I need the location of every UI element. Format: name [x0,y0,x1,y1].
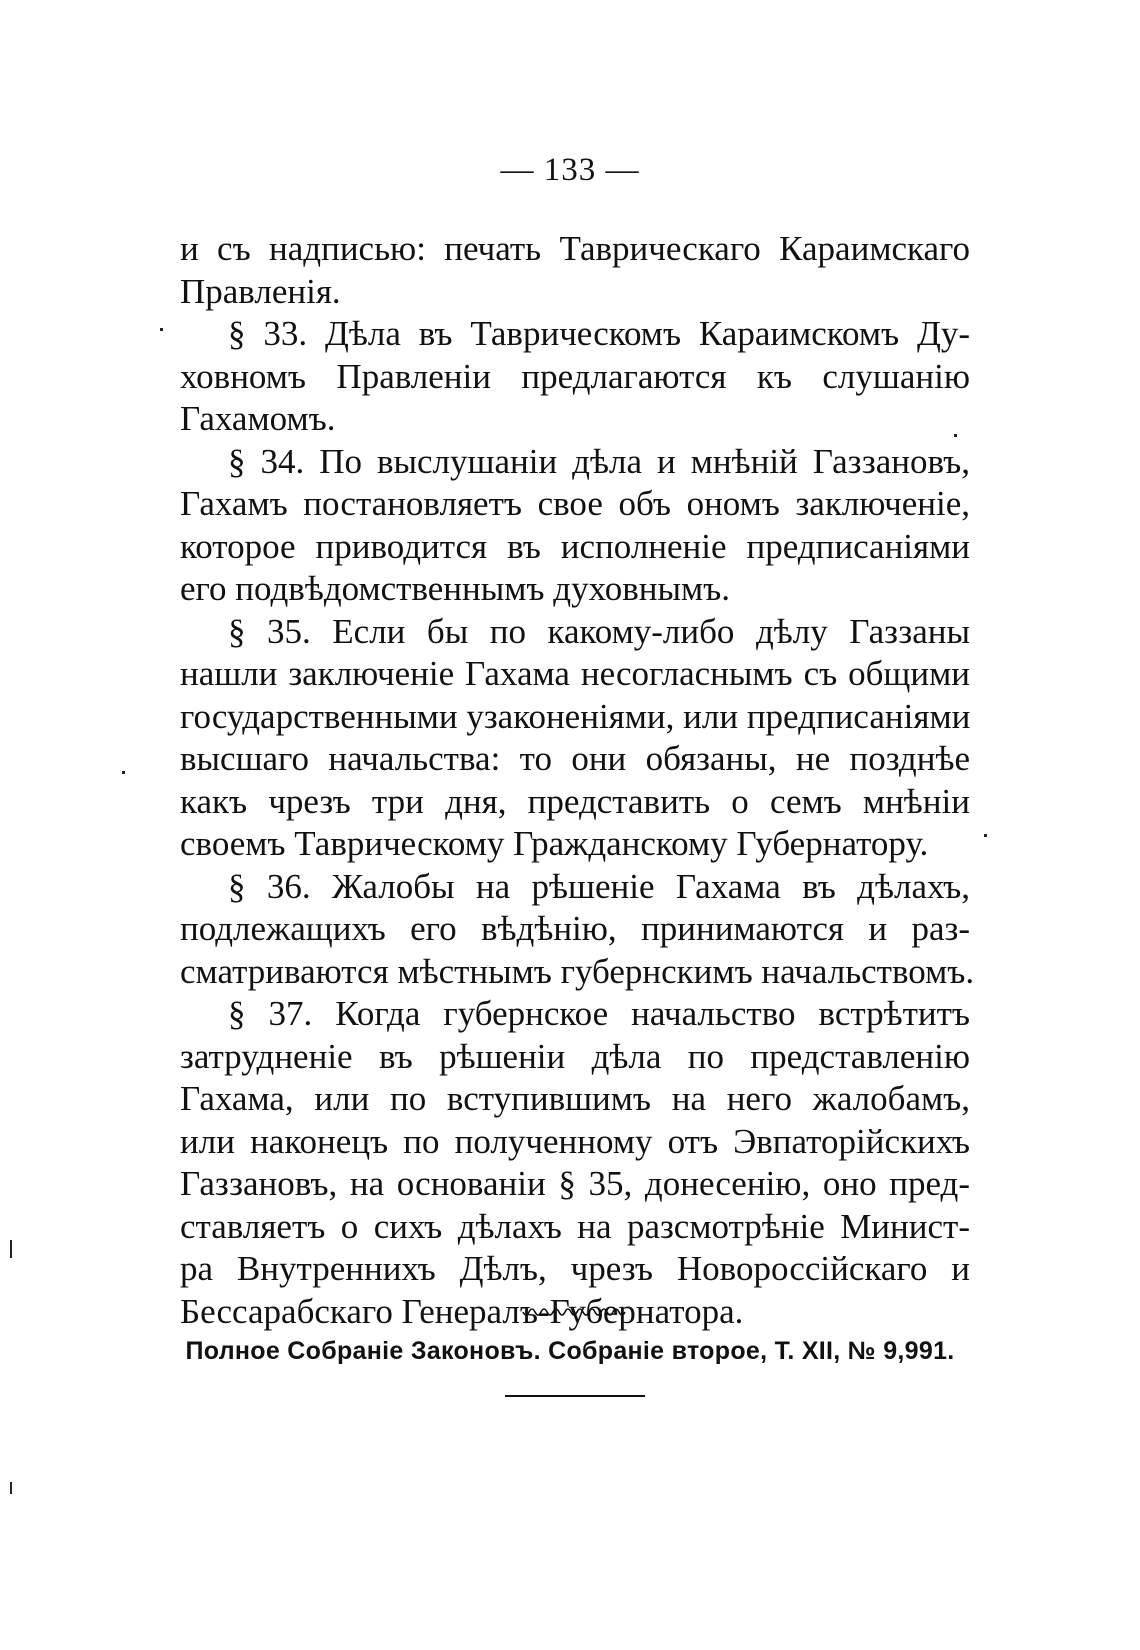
text-line: Газзановъ, на основаніи § 35, донесенію, оно пред- [180,1164,970,1203]
text-line: ра Внутреннихъ Дѣлъ, чрезъ Новороссійскаго и [180,1249,970,1288]
text-line: ховномъ Правленіи предлагаются къ слушанію [180,356,970,396]
text-line: Правленія. [180,271,341,311]
scan-speck [160,328,163,331]
text-line: ставляетъ о сихъ дѣлахъ на разсмотрѣніе Минист- [180,1206,970,1246]
scan-speck [984,834,987,837]
text-line: высшаго начальства: то они обязаны, не позднѣе [180,739,970,778]
text-line: какъ чрезъ три дня, представить о семъ мнѣніи [180,781,970,821]
text-line: его подвѣдомственнымъ духовнымъ. [180,569,731,608]
paragraph-33-start: § 33. Дѣла въ Таврическомъ Караимскомъ Ду- [228,314,970,353]
text-line: которое приводится въ исполненіе предписаніями [180,526,970,566]
scan-speck [10,1482,12,1494]
text-line: Гахамомъ. [180,399,336,438]
paragraph-36-start: § 36. Жалобы на рѣшеніе Гахама въ дѣлахъ, [228,866,970,906]
body-text [180,228,975,1333]
text-line: и съ надписью: печать Таврическаго Караимскаго [180,229,970,268]
text-line: или наконецъ по полученному отъ Эвпаторійскихъ [180,1121,970,1161]
paragraph-35-start: § 35. Если бы по какому-либо дѣлу Газзаны [228,611,970,651]
paragraph-34-start: § 34. По выслушаніи дѣла и мнѣній Газзановъ, [228,441,970,481]
text-line: своемъ Таврическому Гражданскому Губернатору. [180,824,929,863]
text-line: затрудненіе въ рѣшеніи дѣла по представленію [180,1036,970,1076]
scan-speck [10,1240,12,1258]
text-line: государственными узаконеніями, или предписаніями [180,696,971,736]
source-citation: Полное Собраніе Законовъ. Собраніе второе, Т. XII, № 9,991. [185,1337,955,1365]
text-line: Бессарабскаго Генералъ-Губернатора. [180,1291,744,1331]
scan-speck [122,771,125,774]
text-line: подлежащихъ его вѣдѣнію, принимаются и раз- [180,909,970,948]
paragraph-37-start: § 37. Когда губернское начальство встрѣтитъ [228,994,970,1033]
text-line: Гахама, или по вступившимъ на него жалобамъ, [180,1079,970,1118]
page-number: — 133 — [500,152,640,188]
wavy-divider-ornament [522,1308,628,1320]
scan-speck [954,434,957,437]
text-line: нашли заключеніе Гахама несогласнымъ съ общими [180,654,970,693]
text-line: Гахамъ постановляетъ свое объ ономъ заключеніе, [180,484,970,523]
footer-rule [505,1395,645,1397]
text-line: сматриваются мѣстнымъ губернскимъ начальствомъ. [180,951,975,991]
